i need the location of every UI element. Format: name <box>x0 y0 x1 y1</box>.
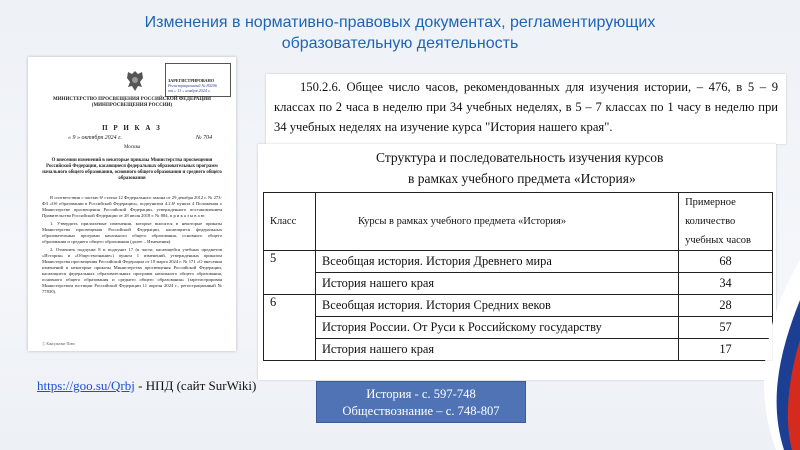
structure-heading-1: Структура и последовательность изучения курсов <box>376 150 664 165</box>
decree-body <box>42 195 222 297</box>
row-course: Всеобщая история. История Средних веков <box>315 295 678 317</box>
slide-title <box>100 12 700 54</box>
slide-title-line-1: Изменения в нормативно-правовых документах, регламентирующих <box>144 14 656 31</box>
decree-ministry-name: МИНИСТЕРСТВО ПРОСВЕЩЕНИЯ РОССИЙСКОЙ ФЕДЕРАЦИИ <box>52 97 212 102</box>
flag-ribbons-decoration <box>680 240 800 450</box>
row-hours: 68 <box>679 251 773 273</box>
decree-number: № 704 <box>196 135 213 141</box>
page-ranges-box <box>316 381 526 423</box>
decree-footnote: Ⓒ Консультант Плюс <box>42 342 76 346</box>
row-hours: 57 <box>679 317 773 339</box>
excerpt-text: 150.2.6. Общее число часов, рекомендованных для изучения истории, – 476, в 5 – 9 классах по 2 часа в неделю при 34 учебных неделях, в 5 – 7 классах по 1 часу в неделю при 34 учебных неделях на изучение курса "История нашего края". <box>274 80 778 134</box>
decree-paragraph-3: 2. Отменить подпункт 8 и подпункт 17 (в части, касающейся учебных предметов «История» и «Обществознание») пункта 1 изменений, утвержденных приказом Министерства просвещения Российской Федерации от 19 марта 2024 г. № 171 «О внесении изменений в некоторые приказы Министерства просвещения Российской Федерации, касающиеся федеральных образовательных программ начального общего образования, основного общего образования и среднего общего образования» (зарегистрирован Министерством юстиции Российской Федерации 11 апреля 2024 г., регистрационный № 77830). <box>42 247 222 294</box>
structure-heading-2: в рамках учебного предмета «История» <box>408 171 636 186</box>
decree-paragraph-1: В соответствии с частью 6¹ статьи 12 Федерального закона от 29 декабря 2012 г. № 273-ФЗ «Об образовании в Российской Федерации», подпунктом 4.2.6¹ пункта 4 Положения о Министерстве просвещения Российской Федерации, утвержденного постановлением Правительства Российской Федерации от 28 июля 2018 г. № 884, п р и к а з ы в а ю: <box>42 195 222 218</box>
source-link-line <box>37 378 256 394</box>
row-course: История нашего края <box>315 339 678 361</box>
row-course: Всеобщая история. История Древнего мира <box>315 251 678 273</box>
decree-order-label: П Р И К А З <box>102 124 162 132</box>
decree-document <box>28 57 236 351</box>
decree-ministry-short: (МИНПРОСВЕЩЕНИЯ РОССИИ) <box>91 103 173 108</box>
header-hours-line-2: количество <box>685 216 736 227</box>
decree-city: Москва <box>123 145 141 150</box>
row-hours: 34 <box>679 273 773 295</box>
header-hours-line-3: учебных часов <box>685 235 751 246</box>
row-hours: 28 <box>679 295 773 317</box>
decree-date: « 9 » октября 2024 г. <box>68 135 122 141</box>
decree-subject: О внесении изменений в некоторые приказы Министерства просвещения Российской Федерации, касающиеся федеральных образовательных программ начального общего образования, основного общего образования и среднего общего образования <box>42 158 222 181</box>
row-course: История нашего края <box>315 273 678 295</box>
social-studies-pages: Обществознание – с. 748-807 <box>342 404 500 418</box>
source-link-suffix: - НПД (сайт SurWiki) <box>134 378 257 393</box>
stamp-reg-number: Регистрационный № 80206 <box>168 83 217 88</box>
slide-title-line-2: образовательную деятельность <box>281 35 519 52</box>
decree-paragraph-2: 1. Утвердить прилагаемые изменения, которые вносятся в некоторые приказы Министерства просвещения Российской Федерации, касающиеся федеральных образовательных программ начального общего образования, основного общего образования и среднего общего образования (далее – Изменения). <box>42 221 222 244</box>
stamp-reg-date: от « 11 » ноября 2024 г. <box>168 88 211 93</box>
registration-stamp <box>165 63 231 97</box>
hours-excerpt <box>266 74 786 144</box>
row-grade: 6 <box>264 295 316 361</box>
history-pages: История - с. 597-748 <box>366 387 476 401</box>
row-hours: 17 <box>679 339 773 361</box>
header-hours-line-1: Примерное <box>685 197 736 208</box>
row-course: История России. От Руси к Российскому государству <box>315 317 678 339</box>
decree-ministry <box>28 97 236 109</box>
header-course: Курсы в рамках учебного предмета «История» <box>315 193 678 251</box>
row-grade: 5 <box>264 251 316 295</box>
stamp-registered: ЗАРЕГИСТРИРОВАНО <box>168 78 214 83</box>
header-grade: Класс <box>264 193 316 251</box>
coat-of-arms-icon <box>124 69 146 93</box>
source-link[interactable]: https://goo.su/Qrbj <box>37 378 135 393</box>
